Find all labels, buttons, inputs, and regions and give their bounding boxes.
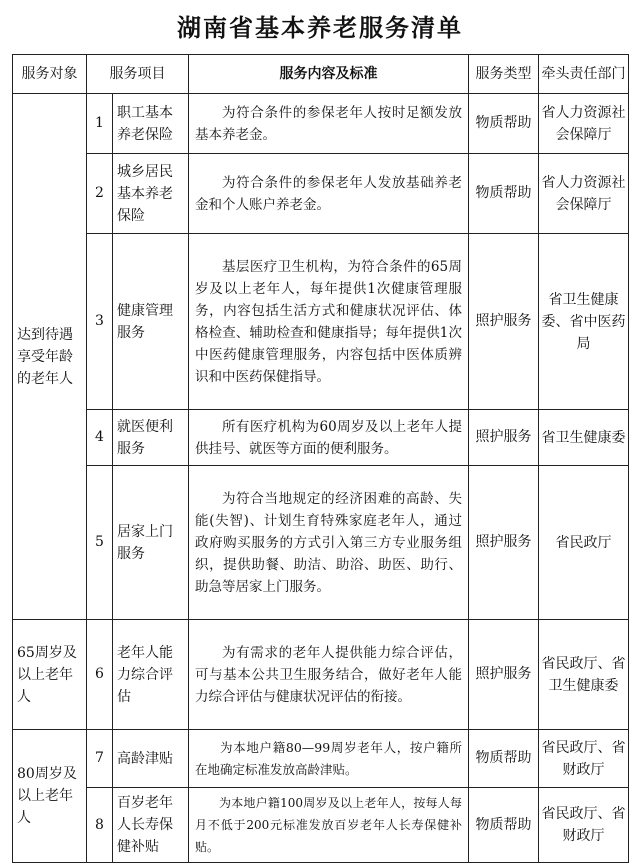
row-dept: 省民政厅 — [539, 466, 629, 620]
row-item: 百岁老年人长寿保健补贴 — [113, 788, 189, 863]
row-item: 高龄津贴 — [113, 730, 189, 788]
row-dept: 省人力资源社会保障厅 — [539, 154, 629, 234]
row-number: 6 — [87, 620, 113, 730]
row-content: 基层医疗卫生机构，为符合条件的65周岁及以上老年人，每年提供1次健康管理服务，内容包括生活方式和健康状况评估、体格检查、辅助检查和健康指导；每年提供1次中医药健康管理服务，内容包括中医体质辨识和中医药保健指导。 — [189, 234, 469, 410]
row-type: 照护服务 — [469, 410, 539, 466]
row-number: 8 — [87, 788, 113, 863]
header-content: 服务内容及标准 — [189, 55, 469, 94]
group-target: 达到待遇享受年龄的老年人 — [13, 94, 87, 620]
row-dept: 省民政厅、省卫生健康委 — [539, 620, 629, 730]
table-row — [13, 94, 629, 154]
row-content: 为符合条件的参保老年人按时足额发放基本养老金。 — [189, 94, 469, 154]
table-row — [13, 154, 629, 234]
row-content: 为本地户籍80—99周岁老年人，按户籍所在地确定标准发放高龄津贴。 — [189, 730, 469, 788]
row-content: 为符合条件的参保老年人发放基础养老金和个人账户养老金。 — [189, 154, 469, 234]
row-dept: 省人力资源社会保障厅 — [539, 94, 629, 154]
row-dept: 省民政厅、省财政厅 — [539, 788, 629, 863]
table-row — [13, 410, 629, 466]
service-list-table — [12, 54, 629, 863]
row-type: 物质帮助 — [469, 154, 539, 234]
table-row — [13, 730, 629, 788]
row-dept: 省民政厅、省财政厅 — [539, 730, 629, 788]
row-item: 健康管理服务 — [113, 234, 189, 410]
row-item: 居家上门服务 — [113, 466, 189, 620]
row-type: 物质帮助 — [469, 788, 539, 863]
page-title: 湖南省基本养老服务清单 — [177, 13, 463, 42]
header-item: 服务项目 — [87, 55, 189, 94]
row-content: 所有医疗机构为60周岁及以上老年人提供挂号、就医等方面的便利服务。 — [189, 410, 469, 466]
row-type: 照护服务 — [469, 466, 539, 620]
row-content: 为有需求的老年人提供能力综合评估，可与基本公共卫生服务结合，做好老年人能力综合评估与健康状况评估的衔接。 — [189, 620, 469, 730]
group-target: 80周岁及以上老年人 — [13, 730, 87, 863]
header-dept: 牵头责任部门 — [539, 55, 629, 94]
row-type: 物质帮助 — [469, 730, 539, 788]
table-row — [13, 788, 629, 863]
table-header-row — [13, 55, 629, 94]
group-target: 65周岁及以上老年人 — [13, 620, 87, 730]
row-number: 1 — [87, 94, 113, 154]
row-dept: 省卫生健康委 — [539, 410, 629, 466]
row-number: 3 — [87, 234, 113, 410]
row-number: 7 — [87, 730, 113, 788]
row-type: 照护服务 — [469, 620, 539, 730]
row-number: 5 — [87, 466, 113, 620]
row-type: 照护服务 — [469, 234, 539, 410]
row-number: 4 — [87, 410, 113, 466]
row-item: 就医便利服务 — [113, 410, 189, 466]
table-row — [13, 234, 629, 410]
row-content: 为本地户籍100周岁及以上老年人，按每人每月不低于200元标准发放百岁老年人长寿保健补贴。 — [189, 788, 469, 863]
table-row — [13, 466, 629, 620]
row-item: 职工基本养老保险 — [113, 94, 189, 154]
row-item: 城乡居民基本养老保险 — [113, 154, 189, 234]
header-type: 服务类型 — [469, 55, 539, 94]
header-target: 服务对象 — [13, 55, 87, 94]
table-row — [13, 620, 629, 730]
row-type: 物质帮助 — [469, 94, 539, 154]
row-dept: 省卫生健康委、省中医药局 — [539, 234, 629, 410]
row-number: 2 — [87, 154, 113, 234]
row-item: 老年人能力综合评估 — [113, 620, 189, 730]
row-content: 为符合当地规定的经济困难的高龄、失能(失智)、计划生育特殊家庭老年人，通过政府购买服务的方式引入第三方专业服务组织，提供助餐、助洁、助浴、助医、助行、助急等居家上门服务。 — [189, 466, 469, 620]
